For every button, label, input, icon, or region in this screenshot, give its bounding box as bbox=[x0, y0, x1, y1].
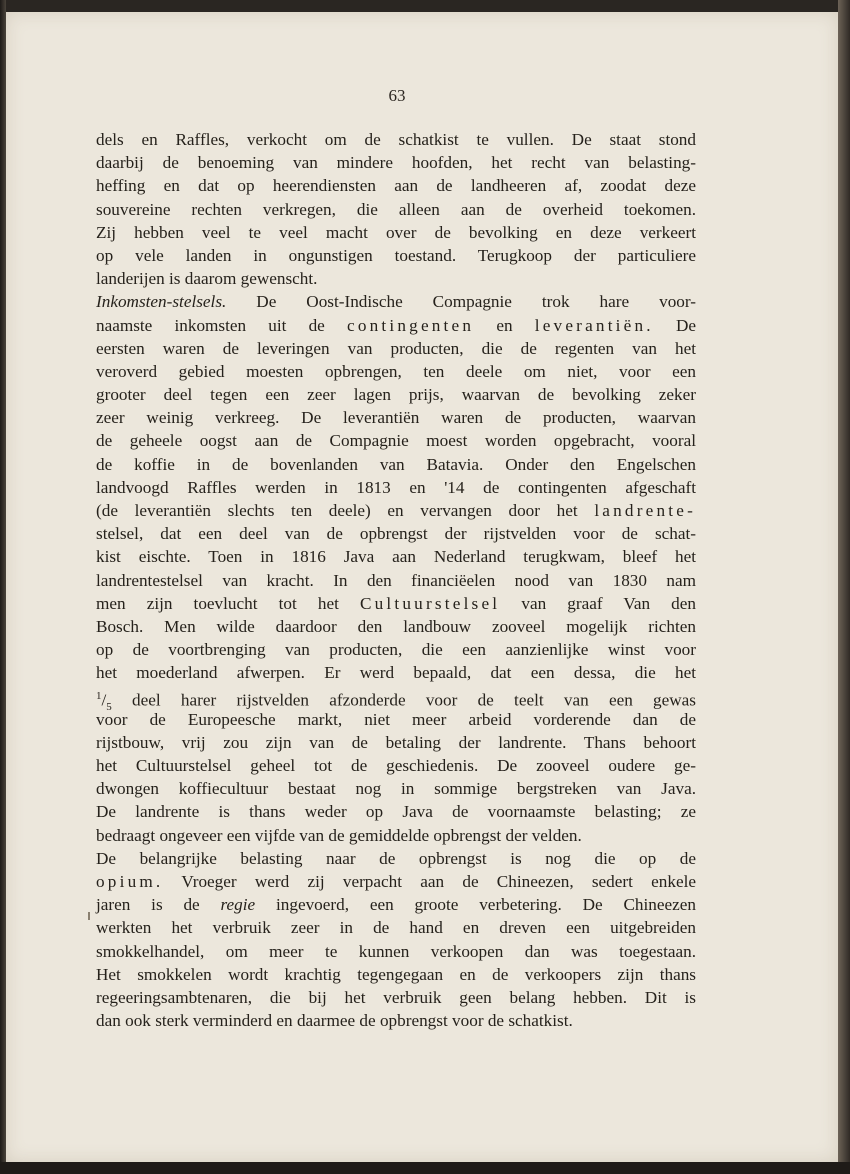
text-line: rijstbouw, vrij zou zijn van de betaling der landrente. Thans behoort bbox=[96, 732, 696, 752]
margin-mark bbox=[88, 912, 90, 920]
text-line: Zij hebben veel te veel macht over de bevolking en deze verkeert bbox=[96, 222, 696, 242]
text-line: voor de Europeesche markt, niet meer arbeid vorderende dan de bbox=[96, 709, 696, 729]
italic-term: regie bbox=[220, 895, 256, 915]
text-line: stelsel, dat een deel van de opbrengst der rijstvelden voor de schat- bbox=[96, 524, 696, 544]
emphasis-term: opium. bbox=[96, 872, 164, 891]
text-fragment: naamste inkomsten uit de bbox=[96, 315, 347, 335]
text-line: grooter deel tegen een zeer lagen prijs, waarvan de bevolking zeker bbox=[96, 385, 696, 405]
text-line: kist eischte. Toen in 1816 Java aan Nederland terugkwam, bleef het bbox=[96, 547, 696, 567]
text-fragment: men zijn toevlucht tot het bbox=[96, 593, 360, 613]
body-text bbox=[96, 128, 696, 1032]
text-line: heffing en dat op heerendiensten aan de landheeren af, zoodat deze bbox=[96, 176, 696, 196]
text-line: bedraagt ongeveer een vijfde van de gemiddelde opbrengst der velden. bbox=[96, 825, 582, 845]
text-fragment: Vroeger werd zij verpacht aan de Chineezen, sedert enkele bbox=[163, 872, 696, 891]
emphasis-term: contingenten bbox=[346, 315, 475, 335]
emphasis-term: leverantiën. bbox=[534, 315, 654, 335]
text-line: dels en Raffles, verkocht om de schatkist te vullen. De staat stond bbox=[96, 130, 696, 149]
text-line: smokkelhandel, om meer te kunnen verkoopen dan was toegestaan. bbox=[96, 941, 696, 961]
emphasis-term: Cultuurstelsel bbox=[359, 593, 501, 613]
text-line: op de voortbrenging van producten, die een aanzienlijke winst voor bbox=[96, 640, 696, 660]
text-fragment: deel harer rijstvelden afzonderde voor de teelt van een gewas bbox=[111, 690, 696, 710]
text-line: het moederland afwerpen. Er werd bepaald, dat een dessa, die het bbox=[96, 663, 696, 683]
fraction-denominator: 5 bbox=[106, 700, 112, 713]
text-line bbox=[96, 870, 696, 893]
text-line: eersten waren de leveringen van producten, die de regenten van het bbox=[96, 338, 696, 358]
text-line bbox=[96, 592, 696, 615]
text-line: dwongen koffiecultuur bestaat nog in sommige bergstreken van Java. bbox=[96, 779, 696, 799]
text-line: regeeringsambtenaren, die bij het verbruik geen belang hebben. Dit is bbox=[96, 987, 696, 1007]
text-fragment: (de leverantiën slechts ten deele) en vervangen door het bbox=[96, 501, 595, 520]
text-line: daarbij de benoeming van mindere hoofden, het recht van belasting- bbox=[96, 153, 696, 173]
text-line: landrentestelsel van kracht. In den financiëelen nood van 1830 nam bbox=[96, 570, 696, 590]
text-line bbox=[96, 893, 696, 916]
text-line: zeer weinig verkreeg. De leverantiën waren de producten, waarvan bbox=[96, 408, 696, 428]
text-line: Het smokkelen wordt krachtig tegengegaan en de verkoopers zijn thans bbox=[96, 964, 696, 984]
fraction-numerator: 1 bbox=[96, 689, 102, 702]
text-line: de geheele oogst aan de Compagnie moest worden opgebracht, vooral bbox=[96, 431, 696, 451]
text-line: Bosch. Men wilde daardoor den landbouw zooveel mogelijk richten bbox=[96, 616, 696, 636]
text-line: De belangrijke belasting naar de opbrengst is nog die op de bbox=[96, 848, 696, 868]
text-line: op vele landen in ongunstigen toestand. Terugkoop der particuliere bbox=[96, 245, 696, 265]
text-line: werkten het verbruik zeer in de hand en dreven een uitgebreiden bbox=[96, 918, 696, 938]
text-line: De landrente is thans weder op Java de voornaamste belasting; ze bbox=[96, 802, 696, 822]
text-line bbox=[96, 314, 696, 337]
text-line: landerijen is daarom gewenscht. bbox=[96, 269, 318, 289]
text-line: het Cultuurstelsel geheel tot de geschiedenis. De zooveel oudere ge- bbox=[96, 756, 696, 776]
text-line: souvereine rechten verkregen, die alleen aan de overheid toekomen. bbox=[96, 199, 696, 219]
text-line: dan ook sterk verminderd en daarmee de opbrengst voor de schatkist. bbox=[96, 1011, 573, 1031]
text-fragment: van graaf Van den bbox=[500, 593, 696, 613]
text-fragment: De Oost-Indische Compagnie trok hare voor- bbox=[226, 292, 696, 312]
text-line: $^1/_5$ deel harer rijstvelden afzonderde voor de teelt van een gewas bbox=[96, 689, 696, 713]
text-line bbox=[96, 499, 696, 522]
text-line: veroverd gebied moesten opbrengen, ten deele om niet, voor een bbox=[96, 361, 696, 381]
page-number: 63 bbox=[388, 86, 406, 105]
page-right-edge bbox=[838, 0, 850, 1174]
text-fragment: en bbox=[474, 315, 535, 335]
text-fragment: jaren is de bbox=[96, 895, 221, 915]
text-fragment: ingevoerd, een groote verbetering. De Chineezen bbox=[255, 895, 696, 915]
section-heading: Inkomsten-stelsels. bbox=[96, 292, 227, 312]
text-line: de koffie in de bovenlanden van Batavia. Onder den Engelschen bbox=[96, 454, 696, 474]
emphasis-term: landrente- bbox=[594, 501, 696, 520]
section-heading-line bbox=[96, 290, 696, 313]
text-fragment: De bbox=[653, 315, 696, 335]
page-bottom-edge bbox=[0, 1162, 850, 1174]
text-line: landvoogd Raffles werden in 1813 en '14 de contingenten afgeschaft bbox=[96, 477, 696, 497]
